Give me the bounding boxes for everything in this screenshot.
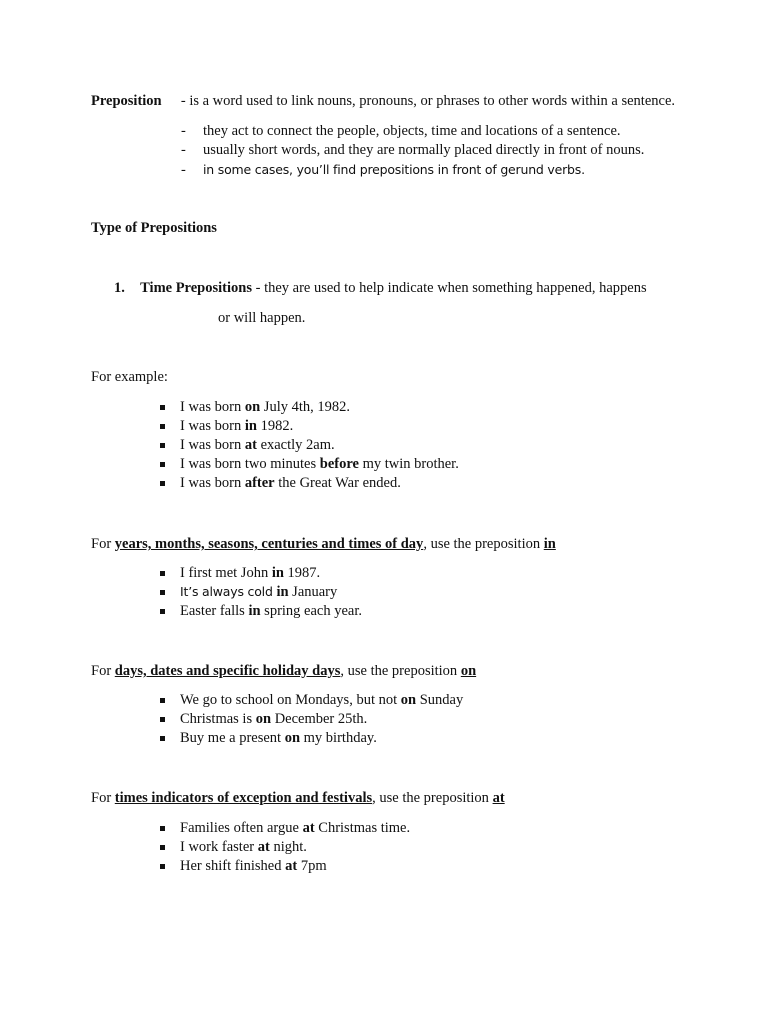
list-item: I work faster at night.	[160, 839, 307, 856]
definition-line	[91, 93, 675, 110]
bullet-icon	[160, 590, 165, 595]
rule-at-heading: For times indicators of exception and festivals, use the preposition at	[91, 790, 505, 806]
definition-points	[181, 123, 701, 183]
bullet-icon	[160, 443, 165, 448]
list-number: 1.	[114, 280, 125, 296]
rule-in-list	[160, 565, 560, 625]
time-prepositions-desc-cont: or will happen.	[218, 310, 306, 326]
bullet-icon	[160, 571, 165, 576]
list-item: Christmas is on December 25th.	[160, 711, 367, 728]
time-prepositions-desc: - they are used to help indicate when something happened, happens	[255, 280, 647, 296]
time-prepositions-item	[114, 280, 647, 297]
bullet-icon	[160, 698, 165, 703]
list-item: I first met John in 1987.	[160, 565, 320, 582]
definition-point: - usually short words, and they are normally placed directly in front of nouns.	[181, 142, 645, 158]
list-item: I was born after the Great War ended.	[160, 475, 401, 492]
bullet-icon	[160, 481, 165, 486]
bullet-icon	[160, 462, 165, 467]
rule-on-category: days, dates and specific holiday days	[114, 663, 341, 679]
bullet-icon	[160, 826, 165, 831]
dash-mark: -	[181, 142, 186, 158]
bullet-icon	[160, 845, 165, 850]
examples-label: For example:	[91, 369, 168, 385]
examples-list	[160, 399, 560, 499]
list-item: It’s always cold in January	[160, 584, 337, 601]
dash-mark: -	[181, 162, 186, 178]
bullet-icon	[160, 609, 165, 614]
rule-in-prep: in	[543, 536, 556, 552]
rule-on-prep: on	[460, 663, 477, 679]
list-item: We go to school on Mondays, but not on Sunday	[160, 692, 463, 709]
bullet-icon	[160, 424, 165, 429]
dash-mark: -	[181, 123, 186, 139]
time-prepositions-title: Time Prepositions	[140, 280, 252, 296]
bullet-icon	[160, 736, 165, 741]
bullet-icon	[160, 717, 165, 722]
rule-at-list	[160, 820, 560, 880]
list-item: Families often argue at Christmas time.	[160, 820, 410, 837]
definition-term: Preposition	[91, 93, 162, 109]
rule-in-heading: For years, months, seasons, centuries and times of day, use the preposition in	[91, 536, 556, 552]
list-item: I was born two minutes before my twin brother.	[160, 456, 459, 473]
types-heading: Type of Prepositions	[91, 220, 217, 236]
definition-point: - in some cases, you’ll find prepositions in front of gerund verbs.	[181, 162, 585, 178]
bullet-icon	[160, 864, 165, 869]
list-item: I was born in 1982.	[160, 418, 293, 435]
list-item: I was born on July 4th, 1982.	[160, 399, 350, 416]
rule-at-prep: at	[492, 790, 505, 806]
bullet-icon	[160, 405, 165, 410]
rule-at-category: times indicators of exception and festivals	[114, 790, 373, 806]
list-item: Buy me a present on my birthday.	[160, 730, 377, 747]
list-item: Easter falls in spring each year.	[160, 603, 362, 620]
definition-text: - is a word used to link nouns, pronouns, or phrases to other words within a sentence.	[180, 93, 676, 109]
list-item: I was born at exactly 2am.	[160, 437, 335, 454]
definition-point: - they act to connect the people, objects, time and locations of a sentence.	[181, 123, 621, 139]
list-item: Her shift finished at 7pm	[160, 858, 327, 875]
rule-in-category: years, months, seasons, centuries and times of day	[114, 536, 424, 552]
rule-on-heading: For days, dates and specific holiday days, use the preposition on	[91, 663, 477, 679]
rule-on-list	[160, 692, 560, 752]
